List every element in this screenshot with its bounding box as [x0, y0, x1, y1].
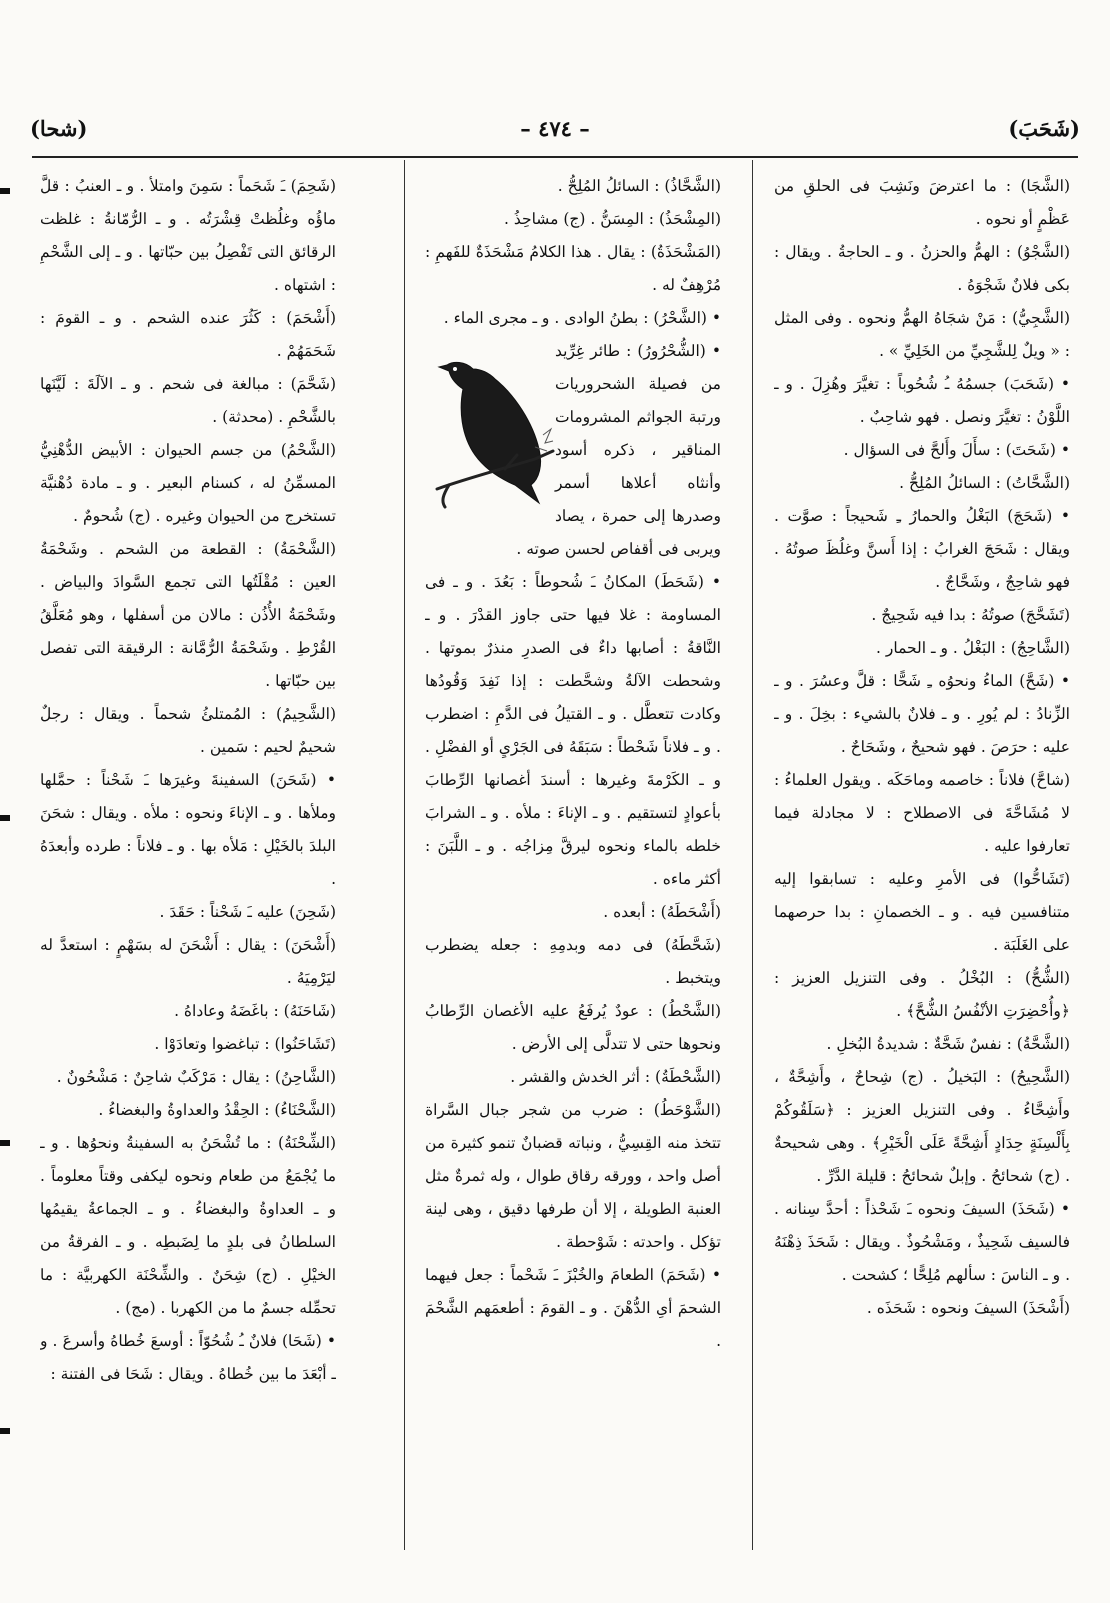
entry: (تَشَحَّجَ) صوتُهُ : بدا فيه شَحِيجٌ . — [871, 606, 1070, 624]
entry: (الشَّجْوُ) : الهمُّ والحزنُ . و ـ الحاجةُ . ويقال : بكى فلانٌ شَجْوَهُ . — [774, 243, 1070, 294]
entry: (أَشْحَمَ) : كَثُرَ عنده الشحم . و ـ القومَ : شَحَمَهُمْ . — [40, 309, 336, 360]
entry: (الشَّاحِنُ) : يقال : مَرْكَبٌ شاحِنٌ : مَشْحُونٌ . — [56, 1068, 336, 1086]
entry: • (شَحَتَ) : سأَلَ وأَلحَّ فى السؤال . — [843, 441, 1070, 459]
entry: • (شَحَمَ) الطعامَ والخُبْزَ ـَ شَحْماً : جعل فيهما الشحمَ أىِ الدُّهْنَ . و ـ القومَ : أطعمَهم الشَّحْمَ . — [425, 1266, 721, 1350]
entry: (شَحِنَ) عليه ـَ شَحْناً : حَقَدَ . — [159, 903, 336, 921]
column-left — [40, 170, 336, 1560]
entry: • (الشَّحْرُ) : بطنُ الوادى . و ـ مجرى الماء . — [443, 309, 721, 327]
column-right — [774, 170, 1070, 1560]
entry: (شَحَّطَهُ) فى دمه وبدمِهِ : جعله يضطرب ويتخبط . — [425, 936, 721, 987]
entry: (المِشْحَذُ) : المِسَنُّ . (ج) مشاحِذُ . — [504, 210, 721, 228]
entry: (الشَّحِيمُ) : المُمتلئُ شحماً . ويقال : رجلٌ شحيمٌ لحيم : سَمين . — [40, 705, 336, 756]
entry: (الشَّحْطُ) : عودٌ يُرفَعُ عليه الأغصان الرِّطابُ ونحوها حتى لا تتدلَّى إلى الأرض . — [425, 1002, 721, 1053]
blackbird-illustration — [435, 339, 555, 509]
entry: (شَحِمَ) ـَ شَحَماً : سَمِنَ وامتلأ . و ـ العنبُ : قلَّ ماؤُه وغلُظتْ قِشْرَتُه . و ـ الرُّمّانةُ : غلظت الرقائق التى تَفْصِلُ بين حبّاتها . و ـ إلى الشَّحْمِ : اشتهاه . — [40, 177, 336, 294]
entry: (الشَّحْطَةُ) : أثر الخدش والقشر . — [510, 1068, 721, 1086]
entry: (تَشَاحَنُوا) : تباغضوا وتعادَوْا . — [154, 1035, 336, 1053]
page-number: – ٤٧٤ – — [520, 116, 590, 141]
header-rule — [32, 156, 1078, 158]
entry: (الشُّحُّ) : البُخْلُ . وفى التنزيل العزيز : ﴿وأُحْضِرَتِ الأنْفُسُ الشُّحَّ﴾ . — [774, 969, 1070, 1020]
entry: (شَحَّمَ) : مبالغة فى شحم . و ـ الآلَةَ : لَيَّنَها بالشَّحْمِ . (محدثة) . — [40, 375, 336, 426]
entry: (الشَّحْمَةُ) : القطعة من الشحم . وشَحْمَةُ العين : مُقْلَتُها التى تجمع السَّوادَ والبياض . وشَحْمَةُ الأُذُن : مالان من أسفلها ، وهو مُعَلَّقُ القُرْطِ . وشَحْمَةُ الرُّمَّانة : الرقيقة التى تفصل بين حبّاتها . — [40, 540, 336, 690]
scan-edge-mark — [0, 1140, 10, 1146]
entry: (أَشْحَطَهُ) : أبعده . — [603, 903, 721, 921]
entry: • (شَحَذَ) السيفَ ونحوه ـَ شَحْذاً : أحدَّ سِنانه . فالسيف شَحِيذٌ ، ومَشْحُوذٌ . ويقال : شَحَذَ ذِهْنَهُ . و ـ الناسَ : سألهم مُلِحًّا ؛ كشحت . — [774, 1200, 1070, 1284]
entry: (أَشْحَذَ) السيفَ ونحوه : شَحَذَه . — [866, 1299, 1070, 1317]
entry: • (شَحَبَ) جسمُهُ ـُ شُحُوباً : تغيَّرَ وهُزِلَ . و ـ اللَّوْنُ : تغيَّرَ ونصل . فهو شاحِبٌ . — [774, 375, 1070, 426]
entry: (الشِّحْنَةُ) : ما تُشْحَنُ به السفينةُ ونحوُها . و ـ ما يُجْمَعُ من طعام ونحوه ليكفى وقتاً معلوماً . و ـ العداوةُ والبغضاءُ . و ـ الجماعةُ يقيمُها السلطانُ فى بلدٍ ما لِضَبطِه . و ـ الفرقةُ من الخيْلِ . (ج) شِحَنٌ . والشِّحْنَة الكهربيَّة : ما تحمِّله جسمٌ ما من الكهربا . (مج) . — [40, 1134, 336, 1317]
scan-edge-mark — [0, 1428, 10, 1434]
entry: (الشَّحَّاذُ) : السائلُ المُلِحُّ . — [557, 177, 721, 195]
entry: (الشَّحْمُ) من جسم الحيوان : الأبيض الدُّهْنِيُّ المسمِّنُ له ، كسنام البعير . و ـ مادة دُهْنيَّة تستخرج من الحيوان وغيره . (ج) شُحومٌ . — [40, 441, 336, 525]
scan-edge-mark — [0, 188, 10, 194]
entry: (تَشَاحُّوا) فى الأمرِ وعليه : تسابقوا إليه متنافسين فيه . و ـ الخصمانِ : بدا حرصهما على الغَلَبَة . — [774, 870, 1070, 954]
entry: (الشَّجِيُّ) : مَنْ شجَاهُ الهمُّ ونحوه . وفى المثل : « ويلٌ لِلشَّجِيِّ من الخَلِيِّ » . — [774, 309, 1070, 360]
header-entry-right: (شَحَبَ) — [1008, 116, 1080, 141]
entry: • (شَحَنَ) السفينةَ وغيرَها ـَ شَحْناً : حمَّلها وملأها . و ـ الإناءَ ونحوه : ملأه . ويقال : شحَنَ البلدَ بالخَيْلِ : مَلأه بها . و ـ فلاناً : طرده وأبعدَهُ . — [40, 771, 336, 888]
page-header — [30, 116, 1080, 150]
entry: (الشَّحَّاتُ) : السائلُ المُلِحُّ . — [899, 474, 1070, 492]
column-divider-left — [404, 160, 405, 1550]
scan-edge-mark — [0, 815, 10, 821]
entry: (الشَّوْحَطُ) : ضرب من شجر جبال السَّراة تتخذ منه القِسِيُّ ، ونباته قضبانٌ تنمو كثيرة من أصل واحد ، وورقه رقاق طوال ، وله ثمرةٌ مثل العنبة الطويلة ، إلا أن طرفها دقيق ، وهى لينة تؤكل . واحدته : شَوْحطة . — [425, 1101, 721, 1251]
entry: • (شَحَا) فلانٌ ـُ شُحُوّاً : أوسعَ خُطاهُ وأسرعَ . و ـ أبْعَدَ ما بين خُطاهُ . ويقال : شَحَا فى الفتنة : — [40, 1332, 336, 1383]
entry: (الشَّاحِجُ) : البَغْلُ . و ـ الحمار . — [876, 639, 1070, 657]
entry: (الشَّحَّةُ) : نفسٌ شَحَّةٌ : شديدةُ البُخلِ . — [826, 1035, 1070, 1053]
entry: • (شَحَّ) الماءُ ونحوُه ـِ شَحًّا : قلَّ وعسُرَ . و ـ الزِّنادُ : لم يُورِ . و ـ فلانٌ بالشيء : بخِلَ . و ـ عليه : حرَصَ . فهو شحيحٌ ، وشَحَاحٌ . — [774, 672, 1070, 756]
column-middle — [425, 170, 721, 1560]
entry: (المَشْحَذَةُ) : يقال . هذا الكلامُ مَشْحَذَةٌ للفَهمِ : مُرْهِفٌ له . — [425, 243, 721, 294]
entry: • (الشُّحْرُورُ) : طائر غِرِّيد من فصيلة الشحروريات ورتبة الجواثم المشرومات المناقير ، ذكره أسود وأنثاه أعلاها أسمر وصدرها إلى حمرة ، يصاد ويربى فى أقفاص لحسن صوته . — [516, 342, 721, 558]
entry: (شَاحَنَهُ) : باغَضَهُ وعاداهُ . — [174, 1002, 336, 1020]
entry: • (شَحَجَ) البَغْلُ والحمارُ ـِ شَحيجاً : صوَّت . ويقال : شَحَجَ الغرابُ : إذا أَسنَّ وغلُظَ صوتُهُ . فهو شاحِجٌ ، وشَحَّاجٌ . — [774, 507, 1070, 591]
entry: (الشَّحْنَاءُ) : الحِقْدُ والعداوةُ والبغضاءُ . — [98, 1101, 336, 1119]
column-divider-right — [752, 160, 753, 1550]
entry: (الشَّجَا) : ما اعترضَ ونَشِبَ فى الحلقِ من عَظْمٍ أو نحوه . — [774, 177, 1070, 228]
header-entry-left: (شحا) — [30, 116, 88, 141]
entry: (الشَّحِيحُ) : البَخيلُ . (ج) شِحاحٌ ، وأَشِحَّةٌ ، وأَشِحَّاءُ . وفى التنزيل العزيز : ﴿سَلَقُوكُمْ بِأَلْسِنَةٍ حِدَادٍ أَشِحَّةً عَلَى الْخَيْرِ﴾ . وهى شحيحةٌ . (ج) شحائحُ . وإبلٌ شحائحُ : قليلة الدَّرِّ . — [774, 1068, 1070, 1185]
entry: • (شَحَطَ) المكانُ ـَ شُحوطاً : بَعُدَ . و ـ فى المساومة : غلا فيها حتى جاوز القدْرَ . و ـ النَّاقةُ : أصابها داءٌ فى الصدرِ منذرٌ بموتها . وشحطت الآلةُ وشحَّطت : إذا نَفِدَ وَقُودُها وكادت تتعطَّل . و ـ القتيلُ فى الدَّمِ : اضطرب . و ـ فلاناً شَحْطاً : سَبَقَهُ فى الجَرْيِ أو الفضْلِ . و ـ الكَرْمةَ وغيرها : أسندَ أغصانها الرِّطابَ بأعوادٍ لتستقيم . و ـ الإناءَ : ملأه . و ـ الشرابَ خلطه بالماء ونحوه ليرقَّ مِزاجُه . و ـ اللَّبَنَ : أكثر ماءه . — [425, 573, 721, 888]
entry: (أَشْحَنَ) : يقال : أَشْحَنَ له بسَهْمٍ : استعدَّ له ليَرْمِيَهُ . — [40, 936, 336, 987]
entry: (شاحَّ) فلاناً : خاصمه وماحَكَه . ويقول العلماءُ : لا مُشَاحَّةَ فى الاصطلاح : لا مجادلة فيما تعارفوا عليه . — [774, 771, 1070, 855]
